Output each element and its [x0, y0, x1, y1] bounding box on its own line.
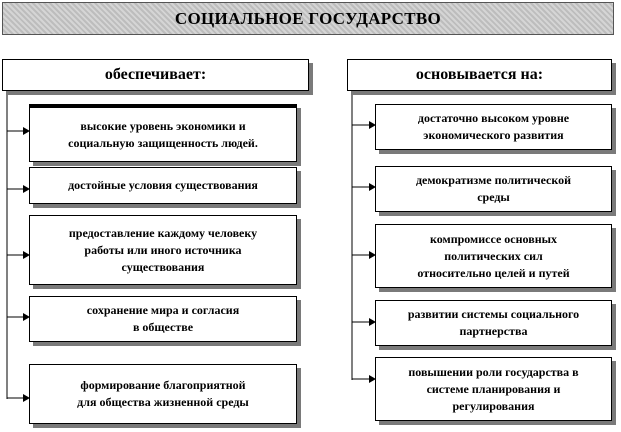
- right-header: основывается на:: [347, 59, 612, 91]
- left-item: сохранение мира и согласия в обществе: [29, 296, 297, 342]
- right-item: компромиссе основных политических сил относительно целей и путей: [375, 224, 612, 288]
- right-item: развитии системы социального партнерства: [375, 300, 612, 346]
- right-item: достаточно высоком уровне экономического развития: [375, 104, 612, 150]
- right-item: демократизме политической среды: [375, 166, 612, 212]
- left-item: формирование благоприятной для общества жизненной среды: [29, 364, 297, 424]
- left-item: высокие уровень экономики и социальную защищенность людей.: [29, 104, 297, 162]
- left-item: достойные условия существования: [29, 167, 297, 204]
- left-header: обеспечивает:: [2, 59, 309, 91]
- right-item: повышении роли государства в системе планирования и регулирования: [375, 357, 612, 421]
- diagram-title: СОЦИАЛЬНОЕ ГОСУДАРСТВО: [2, 2, 614, 35]
- left-item: предоставление каждому человеку работы или иного источника существования: [29, 215, 297, 285]
